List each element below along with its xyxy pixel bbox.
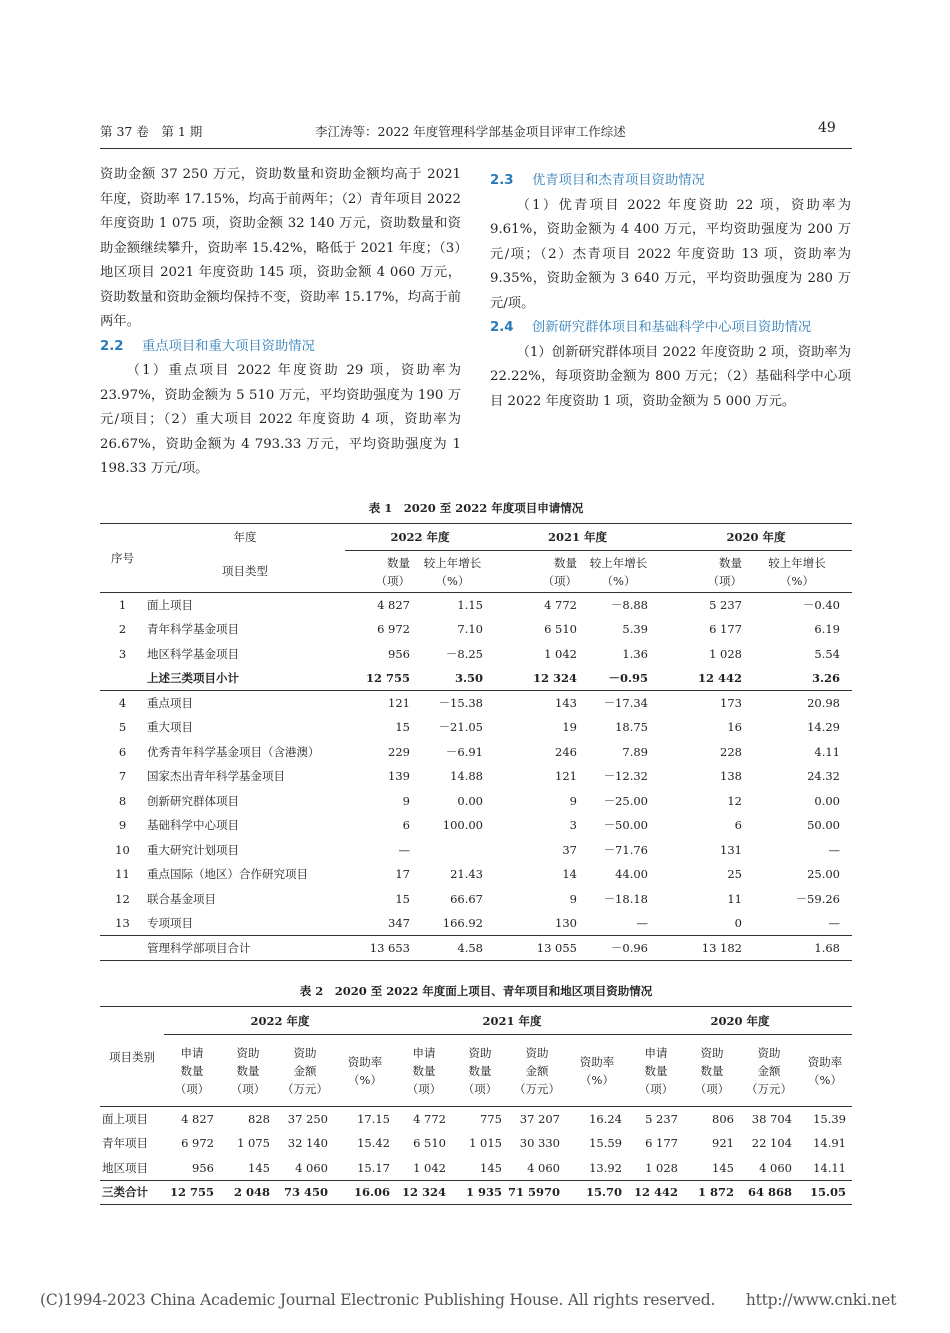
table1-cell: 131 — [720, 842, 742, 857]
t2-h-2020: 2020 年度 — [628, 1007, 852, 1035]
table1-cell-type: 重大项目 — [147, 720, 193, 735]
page-number: 49 — [818, 120, 836, 136]
table1-cell: －8.88 — [610, 598, 648, 612]
table2-cell: 38 704 — [751, 1112, 792, 1126]
table1-cell-type: 创新研究群体项目 — [147, 793, 239, 808]
table2-cell: 64 868 — [747, 1185, 792, 1200]
header-rule — [100, 148, 852, 149]
table1-cell: －0.95 — [608, 671, 648, 685]
t1-h-seq: 序号 — [100, 524, 145, 593]
table1-cell: －12.32 — [603, 769, 648, 784]
t1-h-growth: 较上年增长 （%） — [589, 555, 648, 588]
table1-row — [100, 666, 852, 691]
table1-cell: 9 — [118, 818, 127, 833]
table1-cell: 25.00 — [807, 867, 840, 882]
table2-cell: 14.91 — [813, 1136, 846, 1151]
table1-row — [100, 740, 852, 765]
t1-h-2021: 2021 年度 — [495, 524, 660, 551]
table2-row — [100, 1180, 852, 1205]
table2-cell: 806 — [712, 1112, 734, 1126]
table1-cell: 44.00 — [615, 867, 648, 882]
table1-cell: 6.19 — [814, 622, 840, 637]
table1-cell: 21.43 — [450, 867, 483, 882]
table1-cell: 4.58 — [457, 940, 483, 955]
t1-h-2020: 2020 年度 — [660, 524, 852, 551]
table1-cell: 6 177 — [709, 622, 742, 637]
table1-cell — [100, 936, 145, 961]
table2-cell: 6 972 — [181, 1136, 214, 1151]
table1-cell — [410, 838, 495, 863]
t2-subheader-fund-n: 资助 数量 （项） — [230, 1045, 266, 1096]
table1-cell: 14.88 — [450, 769, 483, 784]
table1-cell: 16 — [727, 720, 742, 735]
table1-cell: 3 — [118, 646, 127, 661]
table1-cell: －15.38 — [438, 696, 483, 710]
table2-cell: 15.59 — [589, 1136, 622, 1151]
table1-cell: 18.75 — [615, 720, 648, 735]
table1-cell: 14 — [562, 867, 577, 882]
table1-cell: 4 — [118, 696, 127, 710]
table1-cell: 5.39 — [622, 622, 648, 637]
table1-cell: 37 — [562, 842, 577, 857]
table1-cell: 7 — [118, 769, 127, 784]
table1-row — [100, 617, 852, 642]
table1-cell: 17 — [395, 867, 410, 882]
right-column — [490, 169, 851, 414]
table2-cell: 145 — [712, 1160, 734, 1175]
table1-cell: －71.76 — [603, 842, 648, 857]
table1-cell: －25.00 — [603, 793, 648, 808]
table1-cell: 1.68 — [814, 940, 840, 955]
table1-cell: 13 182 — [701, 940, 742, 955]
t2-h-2021: 2021 年度 — [396, 1007, 628, 1035]
table1-cell: 5 — [118, 720, 127, 735]
table1-cell: 100.00 — [442, 818, 483, 833]
table1-cell: 20.98 — [807, 696, 840, 710]
left-column — [100, 163, 461, 482]
t1-h-2022: 2022 年度 — [345, 524, 495, 551]
table1-cell-type: 基础科学中心项目 — [147, 818, 239, 833]
table1-cell: 2 — [118, 622, 127, 637]
table1-cell-type: 重点项目 — [147, 696, 193, 710]
table1-cell-type: 上述三类项目小计 — [147, 671, 239, 685]
table2-cell-category: 三类合计 — [102, 1185, 148, 1200]
t2-subheader-fund-n: 资助 数量 （项） — [462, 1045, 498, 1096]
table1-cell: 9 — [569, 793, 577, 808]
table1-cell: 3.50 — [454, 671, 483, 685]
table1-cell: 13 055 — [536, 940, 577, 955]
table1-row — [100, 593, 852, 618]
t1-h-growth: 较上年增长 （%） — [768, 555, 826, 588]
table2-cell: 5 237 — [645, 1112, 678, 1126]
table2-cell-category: 青年项目 — [102, 1136, 148, 1151]
table2-cell: 15.70 — [585, 1185, 622, 1200]
table1-cell: 138 — [720, 769, 742, 784]
t2-subheader-apply: 申请 数量 （项） — [638, 1045, 674, 1096]
table2-cell: 4 060 — [759, 1160, 792, 1175]
table1-cell: 246 — [555, 744, 577, 759]
table2-cell: 4 060 — [527, 1160, 560, 1175]
t1-h-count: 数量 （项） — [707, 555, 742, 588]
table1-cell: 12 — [727, 793, 742, 808]
table1-cell: 143 — [555, 696, 577, 710]
table2-caption: 表 2 2020 至 2022 年度面上项目、青年项目和地区项目资助情况 — [299, 984, 653, 998]
section-2-3-heading: 2.3 优青项目和杰青项目资助情况 — [490, 173, 705, 188]
table1-cell-type: 优秀青年科学基金项目（含港澳） — [147, 744, 320, 759]
table2-cell: 16.24 — [589, 1112, 622, 1126]
paragraph-2-3: （1）优青项目 2022 年度资助 22 项，资助率为 9.61%，资助金额为 4 400 万元，平均资助强度为 200 万元/项；（2）杰青项目 2022 年度资助 13 项，资助率为 9.35%，资助金额为 3 640 万元，平均资助强度为 280 万元/项。 — [490, 197, 851, 311]
table2 — [100, 1006, 852, 1205]
table1-cell: 130 — [555, 916, 577, 930]
table2-cell: 956 — [192, 1160, 214, 1175]
table1-cell: 6 510 — [544, 622, 577, 637]
table1-row — [100, 715, 852, 740]
table1-cell: — — [828, 916, 840, 930]
table2-cell: 30 330 — [519, 1136, 560, 1151]
table1-cell: －0.96 — [610, 940, 648, 955]
table1-row — [100, 911, 852, 936]
table2-cell: 16.06 — [353, 1185, 390, 1200]
table1-cell: 228 — [720, 744, 742, 759]
table2-row — [100, 1156, 852, 1181]
table2-cell: 15.39 — [813, 1112, 846, 1126]
table1-cell: — — [636, 916, 648, 930]
table1-row — [100, 887, 852, 912]
t1-h-type: 项目类型 — [222, 564, 268, 579]
table1-cell-type: 面上项目 — [147, 598, 193, 612]
table1-cell: 9 — [569, 891, 577, 906]
table1-cell-type: 管理科学部项目合计 — [147, 940, 251, 955]
table1-cell: －8.25 — [445, 646, 483, 661]
t2-subheader-apply: 申请 数量 （项） — [174, 1045, 210, 1096]
table2-cell: 22 104 — [751, 1136, 792, 1151]
section-2-2-heading: 2.2 重点项目和重大项目资助情况 — [100, 338, 315, 354]
table1-cell: 4.11 — [814, 744, 840, 759]
table2-cell: 71 5970 — [508, 1185, 561, 1200]
table2-cell: 1 015 — [469, 1136, 502, 1151]
table1-cell: 12 — [115, 891, 130, 906]
paragraph-2-1-cont: 资助金额 37 250 万元，资助数量和资助金额均高于 2021 年度，资助率 17.15%，均高于前两年；（2）青年项目 2022 年度资助 1 075 项，资助金额 32 140 万元，资助数量和资助金额继续攀升，资助率 15.42%，略低于 2021 年度；（3）地区项目 2021 年度资助 145 项，资助金额 4 060 万元，资助数量和资助金额均保持不变，资助率 15.17%，均高于前两年。 — [100, 167, 461, 329]
t2-subheader-rate: 资助率 （%） — [579, 1054, 615, 1087]
table1-cell-type: 重点国际（地区）合作研究项目 — [147, 867, 308, 882]
table1-cell: 12 324 — [532, 671, 577, 685]
t1-h-growth: 较上年增长 （%） — [423, 555, 482, 588]
table1-cell: 15 — [395, 720, 410, 735]
table1-cell: －21.05 — [438, 720, 483, 735]
table2-cell: 15.05 — [809, 1185, 846, 1200]
table2-cell: 37 207 — [519, 1112, 560, 1126]
t1-h-count: 数量 （项） — [375, 555, 410, 588]
paragraph-2-2: （1）重点项目 2022 年度资助 29 项，资助率为 23.97%，资助金额为 5 510 万元，平均资助强度为 190 万元/项目；（2）重大项目 2022 年度资助 4 项，资助率为 26.67%，资助金额为 4 793.33 万元，平均资助强度为 1 198.33 万元/项。 — [100, 363, 461, 476]
table2-cell: 37 250 — [287, 1112, 328, 1126]
table1-cell: — — [398, 842, 410, 857]
table1-cell: 121 — [555, 769, 577, 784]
table2-cell-category: 地区项目 — [102, 1160, 148, 1175]
table2-cell: 1 872 — [697, 1185, 734, 1200]
table2-cell: 32 140 — [287, 1136, 328, 1151]
table1-row — [100, 789, 852, 814]
table1-cell: 19 — [562, 720, 577, 735]
table2-cell: 775 — [480, 1112, 502, 1126]
table2-cell: 15.42 — [357, 1136, 390, 1151]
table1-cell: 13 653 — [369, 940, 410, 955]
table1-cell: 956 — [388, 646, 410, 661]
table1-cell: 0.00 — [457, 793, 483, 808]
t2-subheader-fund-amt: 资助 金额 （万元） — [514, 1045, 560, 1096]
table1-cell: 8 — [118, 793, 127, 808]
table1-cell: 13 — [115, 916, 130, 930]
table1-cell: 11 — [115, 867, 130, 882]
table1-cell: 1.36 — [622, 646, 648, 661]
table1-row — [100, 936, 852, 961]
table1-cell: －0.40 — [802, 598, 840, 612]
table2-cell: 12 324 — [401, 1185, 446, 1200]
table2-cell: 1 042 — [413, 1160, 446, 1175]
table1-cell: 7.10 — [457, 622, 483, 637]
table1-cell: 121 — [388, 696, 410, 710]
running-title: 李江涛等：2022 年度管理科学部基金项目评审工作综述 — [315, 124, 626, 139]
table1-cell-type: 地区科学基金项目 — [147, 646, 239, 661]
table1-row — [100, 764, 852, 789]
table1-row — [100, 813, 852, 838]
t1-h-count: 数量 （项） — [542, 555, 577, 588]
table1-cell: 12 442 — [697, 671, 742, 685]
paragraph-2-4: （1）创新研究群体项目 2022 年度资助 2 项，资助率为 22.22%，每项资助金额为 800 万元；（2）基础科学中心项目 2022 年度资助 1 项，资助金额为 5 000 万元。 — [490, 344, 851, 409]
table1-cell: －17.34 — [603, 696, 648, 710]
table1-row — [100, 838, 852, 863]
table1-cell: 0 — [734, 916, 742, 930]
table2-cell: 2 048 — [233, 1185, 270, 1200]
table1-cell: 166.92 — [442, 916, 483, 930]
table2-cell: 6 177 — [645, 1136, 678, 1151]
table2-cell-category: 面上项目 — [102, 1112, 148, 1126]
table1-row — [100, 642, 852, 667]
table1-cell: 50.00 — [807, 818, 840, 833]
table2-cell: 73 450 — [283, 1185, 328, 1200]
table1-cell: 24.32 — [807, 769, 840, 784]
table1-cell: 1 — [118, 598, 127, 612]
table2-cell: 13.92 — [589, 1160, 622, 1175]
t2-subheader-fund-amt: 资助 金额 （万元） — [746, 1045, 792, 1096]
table2-cell: 4 827 — [181, 1112, 214, 1126]
table2-row — [100, 1107, 852, 1132]
t2-subheader-rate: 资助率 （%） — [347, 1054, 383, 1087]
table2-cell: 4 772 — [413, 1112, 446, 1126]
table1-cell: －59.26 — [795, 891, 840, 906]
copyright-footer: (C)1994-2023 China Academic Journal Electronic Publishing House. All rights reserved. http://www.cnki.net — [40, 1291, 897, 1309]
table1-cell-type: 国家杰出青年科学基金项目 — [147, 769, 285, 784]
t2-subheader-apply: 申请 数量 （项） — [406, 1045, 442, 1096]
table2-cell: 12 755 — [169, 1185, 214, 1200]
section-2-4-heading: 2.4 创新研究群体项目和基础科学中心项目资助情况 — [490, 320, 812, 335]
table1-cell: 25 — [727, 867, 742, 882]
table1-cell-type: 重大研究计划项目 — [147, 842, 239, 857]
table2-cell: 1 028 — [645, 1160, 678, 1175]
table1-cell: －6.91 — [445, 744, 483, 759]
table1-cell: 6 — [402, 818, 410, 833]
table1-cell: 7.89 — [622, 744, 648, 759]
table2-cell: 828 — [248, 1112, 270, 1126]
t2-subheader-fund-n: 资助 数量 （项） — [694, 1045, 730, 1096]
table1-cell-type: 专项项目 — [147, 916, 193, 930]
table2-cell: 921 — [712, 1136, 734, 1151]
t2-h-2022: 2022 年度 — [164, 1007, 396, 1035]
table1-cell-type: 青年科学基金项目 — [147, 622, 239, 637]
table1-cell: 6 972 — [377, 622, 410, 637]
table2-cell: 145 — [480, 1160, 502, 1175]
t1-h-year: 年度 — [233, 530, 257, 545]
table1-cell: 14.29 — [807, 720, 840, 735]
table1-cell: 3 — [569, 818, 577, 833]
table1-cell: 66.67 — [450, 891, 483, 906]
table2-row — [100, 1131, 852, 1156]
table1-cell: 10 — [115, 842, 130, 857]
table1-cell: －18.18 — [603, 891, 648, 906]
table1-caption: 表 1 2020 至 2022 年度项目申请情况 — [368, 501, 584, 515]
table2-cell: 1 935 — [465, 1185, 502, 1200]
t2-subheader-fund-amt: 资助 金额 （万元） — [282, 1045, 328, 1096]
table1-cell: — — [828, 842, 840, 857]
table1-cell: 1 028 — [709, 646, 742, 661]
table1-cell: 139 — [388, 769, 410, 784]
table1-cell: 347 — [388, 916, 410, 930]
table2-cell: 145 — [248, 1160, 270, 1175]
table1-cell: 15 — [395, 891, 410, 906]
table1-cell: 6 — [734, 818, 742, 833]
table1-cell: 0.00 — [814, 793, 840, 808]
table1-cell: 9 — [402, 793, 410, 808]
table1-cell-type: 联合基金项目 — [147, 891, 216, 906]
table2-cell: 14.11 — [813, 1160, 846, 1175]
table1-cell: 4 772 — [544, 598, 577, 612]
table1-cell: 1.15 — [457, 598, 483, 612]
table1-cell: －50.00 — [603, 818, 648, 833]
table1-cell: 229 — [388, 744, 410, 759]
table2-cell: 1 075 — [237, 1136, 270, 1151]
table1-row — [100, 691, 852, 716]
table1-cell — [100, 666, 145, 691]
table2-cell: 4 060 — [295, 1160, 328, 1175]
table1-cell: 4 827 — [377, 598, 410, 612]
table1-cell: 11 — [727, 891, 742, 906]
table1-cell: 173 — [720, 696, 742, 710]
table2-cell: 12 442 — [633, 1185, 678, 1200]
table1-cell: 5 237 — [709, 598, 742, 612]
table2-cell: 15.17 — [357, 1160, 390, 1175]
table1-cell: 12 755 — [365, 671, 410, 685]
t2-subheader-rate: 资助率 （%） — [807, 1054, 843, 1087]
table1-cell: 3.26 — [811, 671, 840, 685]
table1-cell: 5.54 — [814, 646, 840, 661]
table2-cell: 6 510 — [413, 1136, 446, 1151]
table1 — [100, 523, 852, 961]
table1-row — [100, 862, 852, 887]
table1-cell: 1 042 — [544, 646, 577, 661]
table1-cell: 6 — [118, 744, 127, 759]
table2-cell: 17.15 — [357, 1112, 390, 1126]
t2-h-category: 项目类别 — [100, 1007, 164, 1107]
journal-volume: 第 37 卷 第 1 期 — [100, 124, 203, 139]
